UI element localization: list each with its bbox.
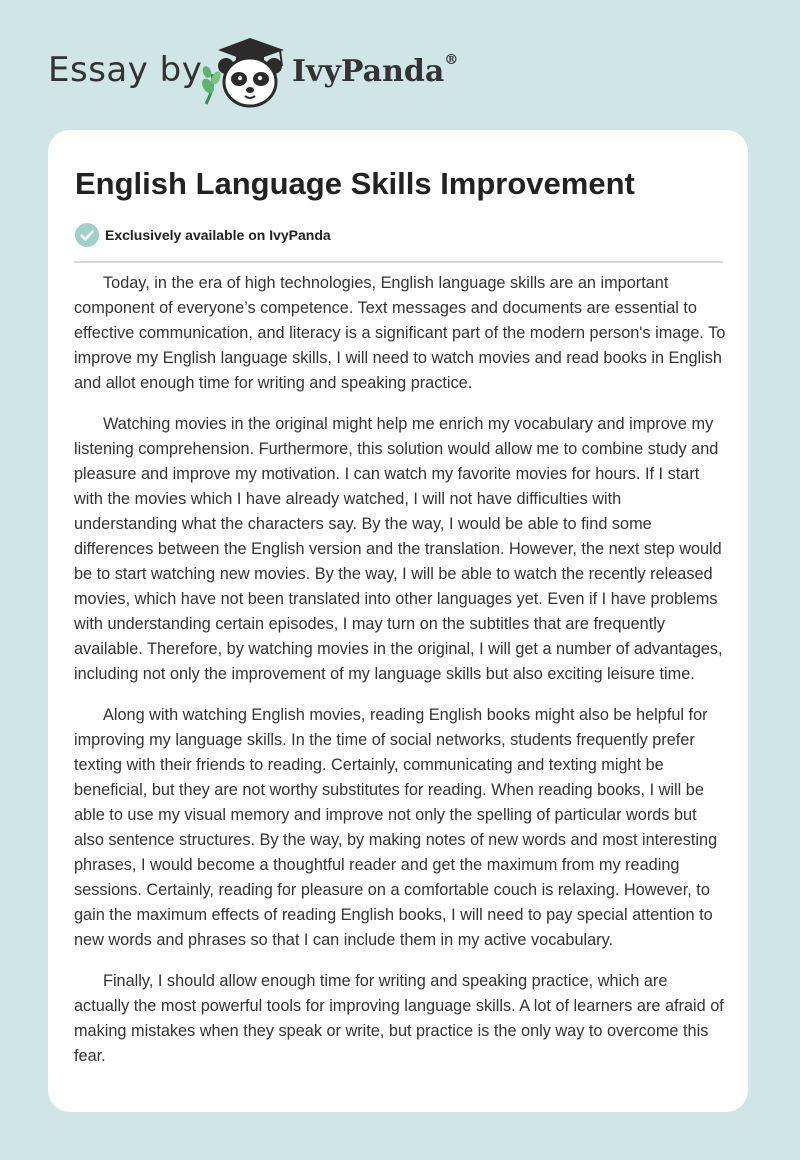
essay-body — [74, 271, 726, 1085]
paragraph-3: Along with watching English movies, reading English books might also be helpful for improving my language skills. In the time of social networks, students frequently prefer texting with their friends to reading. Certainly, communicating and texting might be beneficial, but they are not worthy substitutes for reading. When reading books, I will be able to use my visual memory and improve not only the spelling of particular words but also sentence structures. By the way, by making notes of new words and most interesting phrases, I would become a thoughtful reader and get the maximum from my reading sessions. Certainly, reading for pleasure on a comfortable couch is relaxing. However, to gain the maximum effects of reading English books, I will need to pay special attention to new words and phrases so that I can include them in my active vocabulary. — [74, 706, 718, 949]
essay-by-label: Essay by — [48, 50, 203, 90]
panda-graduate-icon[interactable] — [200, 34, 292, 108]
page-title: English Language Skills Improvement — [75, 166, 635, 201]
brand-name[interactable] — [292, 54, 458, 89]
exclusive-badge — [75, 222, 331, 248]
paragraph-2: Watching movies in the original might help me enrich my vocabulary and improve my listening comprehension. Furthermore, this solution would allow me to combine study and pleasure and improve my motivation. I can watch my favorite movies for hours. If I start with the movies which I have already watched, I will not have difficulties with understanding what the characters say. By the way, I would be able to find some differences between the English version and the translation. However, the next step would be to start watching new movies. By the way, I will be able to watch the recently released movies, which have not been translated into other languages yet. Even if I have problems with understanding certain episodes, I may turn on the subtitles that are frequently available. Therefore, by watching movies in the original, I will get a number of advantages, including not only the improvement of my language skills but also exciting leisure time. — [74, 415, 723, 683]
check-circle-icon — [75, 223, 99, 247]
registered-mark: ® — [444, 52, 459, 68]
essay-card — [48, 130, 748, 1112]
exclusive-badge-label: Exclusively available on IvyPanda — [105, 227, 331, 243]
paragraph-1: Today, in the era of high technologies, English language skills are an important component of everyone’s competence. Text messages and documents are essential to effective communication, and literacy is a significant part of the modern person's image. To improve my English language skills, I will need to watch movies and read books in English and allot enough time for writing and speaking practice. — [74, 274, 726, 392]
paragraph-4: Finally, I should allow enough time for writing and speaking practice, which are actually the most powerful tools for improving language skills. A lot of learners are afraid of making mistakes when they speak or write, but practice is the only way to overcome this fear. — [74, 972, 724, 1065]
title-divider — [74, 261, 723, 263]
brand-label: IvyPanda — [292, 54, 445, 89]
site-header — [0, 0, 800, 130]
